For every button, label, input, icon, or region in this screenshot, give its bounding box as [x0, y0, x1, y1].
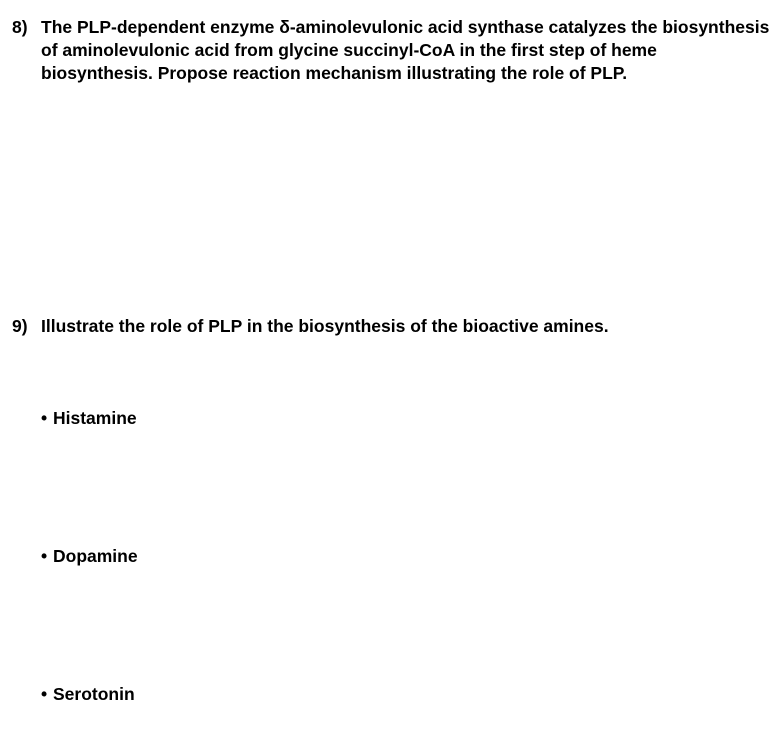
question-9-text: Illustrate the role of PLP in the biosynthesis of the bioactive amines. [41, 316, 609, 336]
bullet-item-histamine [41, 407, 137, 430]
question-9 [12, 315, 771, 338]
bullet-label-dopamine: Dopamine [53, 546, 138, 566]
bullet-item-dopamine [41, 545, 138, 568]
question-8 [12, 16, 771, 85]
question-8-text: The PLP-dependent enzyme δ-aminolevulonic acid synthase catalyzes the biosynthesis of aminolevulonic acid from glycine succinyl-CoA in the first step of heme biosynthesis. Propose reaction mechanism illustrating the role of PLP. [41, 17, 770, 83]
bullet-icon: • [41, 546, 48, 566]
bullet-label-serotonin: Serotonin [53, 684, 135, 704]
bullet-item-serotonin [41, 683, 135, 706]
question-9-number: 9) [12, 316, 28, 336]
bullet-icon: • [41, 684, 48, 704]
bullet-label-histamine: Histamine [53, 408, 137, 428]
bullet-icon: • [41, 408, 48, 428]
question-8-number: 8) [12, 17, 28, 37]
